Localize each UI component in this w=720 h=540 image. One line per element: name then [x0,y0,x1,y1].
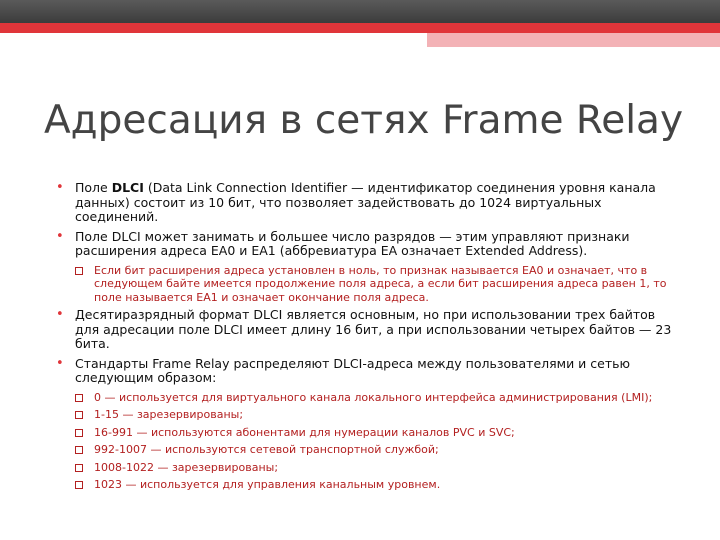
sub-bullet-text: 1008-1022 — зарезервированы; [94,460,279,474]
slide-content [56,181,676,496]
sub-bullet-text: Если бит расширения адреса установлен в ноль, то признак называется EA0 и означает, что в следующем байте имеется продолжение поля адреса, а если бит расширения адреса равен 1, то поле называется EA1 и означает окончание поля адреса. [94,263,667,304]
bullet-text: (Data Link Connection Identifier — идентификатор соединения уровня канала данных) состоит из 10 бит, что позволяет задействовать до 1024 виртуальных соединений. [75,180,656,224]
header-bar-red [0,23,720,33]
slide-title: Адресация в сетях Frame Relay [44,98,684,143]
sub-bullet-text: 16-991 — используются абонентами для нумерации каналов PVC и SVC; [94,425,515,439]
bullet-dlci-format [56,308,676,352]
sub-bullet-range [56,478,676,492]
square-bullet-icon [75,267,83,275]
sub-bullet-text: 1023 — используется для управления канальным уровнем. [94,478,441,491]
square-bullet-icon [75,481,83,489]
sub-bullet-range [56,461,676,475]
sub-bullet-text: 1-15 — зарезервированы; [94,408,244,421]
header-bar-pink [427,33,720,47]
bullet-icon: • [56,228,64,244]
sub-bullet-range [56,426,676,440]
bullet-icon: • [56,180,64,195]
bullet-dlci-standards [56,357,676,386]
sub-bullet-ea [56,264,676,305]
header-bar-dark [0,0,720,23]
bullet-text: Стандарты Frame Relay распределяют DLCI-адреса между пользователями и сетью следующим образом: [75,355,631,385]
square-bullet-icon [75,446,83,454]
bullet-text-prefix: Поле [75,180,112,195]
sub-bullet-range [56,443,676,457]
bullet-icon: • [56,307,64,322]
bullet-dlci-extension [56,230,676,259]
bullet-text: Десятиразрядный формат DLCI является основным, но при использовании трех байтов для адресации поле DLCI имеет длину 16 бит, а при использовании четырех байтов — 23 бита. [75,307,672,351]
bullet-text-bold: DLCI [111,180,144,195]
sub-bullet-range [56,391,676,405]
square-bullet-icon [75,429,83,437]
sub-bullet-text: 0 — используется для виртуального канала локального интерфейса администрирования (LMI); [94,390,653,404]
bullet-dlci-field [56,181,676,225]
bullet-text: Поле DLCI может занимать и большее число разрядов — этим управляют признаки расширения адреса EA0 и EA1 (аббревиатура EA означает Extended Address). [75,228,630,258]
square-bullet-icon [75,464,83,472]
square-bullet-icon [75,411,83,419]
square-bullet-icon [75,394,83,402]
sub-bullet-text: 992-1007 — используются сетевой транспортной службой; [94,443,439,456]
bullet-icon: • [56,355,64,371]
sub-bullet-range [56,408,676,422]
